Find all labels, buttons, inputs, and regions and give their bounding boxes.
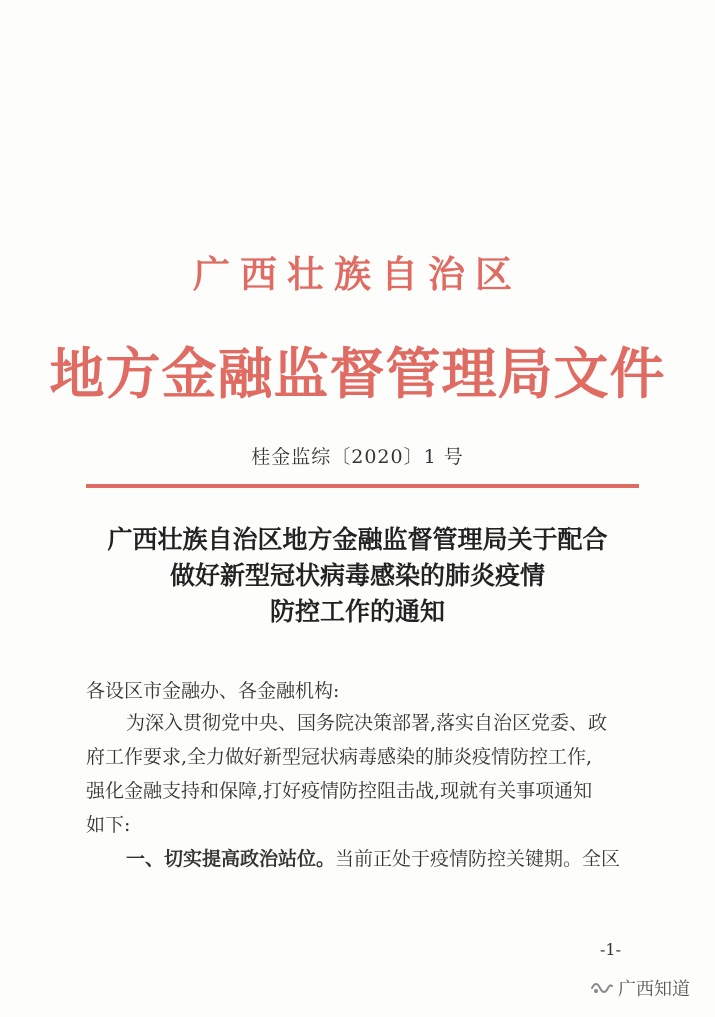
source-watermark <box>590 975 690 1001</box>
paragraph-line: 如下: <box>86 814 131 836</box>
paragraph-line: 府工作要求,全力做好新型冠状病毒感染的肺炎疫情防控工作, <box>86 746 593 768</box>
title-line-1: 广西壮族自治区地方金融监督管理局关于配合 <box>107 525 608 554</box>
title-line-3: 防控工作的通知 <box>269 597 445 626</box>
body-text <box>86 706 646 876</box>
section-1-text: 当前正处于疫情防控关键期。全区 <box>335 848 621 870</box>
wechat-channel-icon <box>590 978 614 998</box>
paragraph-line: 为深入贯彻党中央、国务院决策部署,落实自治区党委、政 <box>126 712 608 734</box>
section-1-line <box>86 842 646 876</box>
red-divider-line <box>86 484 639 488</box>
title-line-2: 做好新型冠状病毒感染的肺炎疫情 <box>169 561 545 590</box>
page-number: -1- <box>600 940 621 959</box>
issuer-name-line2: 地方金融监督管理局文件 <box>49 341 666 406</box>
paragraph-line: 强化金融支持和保障,打好疫情防控阻击战,现就有关事项通知 <box>86 780 593 802</box>
watermark-text: 广西知道 <box>618 979 690 1000</box>
section-1-heading: 一、切实提高政治站位。 <box>126 848 336 870</box>
document-number: 桂金监综〔2020〕1 号 <box>251 446 464 468</box>
addressee: 各设区市金融办、各金融机构: <box>86 680 340 702</box>
issuer-name-line1: 广西壮族自治区 <box>193 252 522 296</box>
document-title <box>0 522 715 630</box>
